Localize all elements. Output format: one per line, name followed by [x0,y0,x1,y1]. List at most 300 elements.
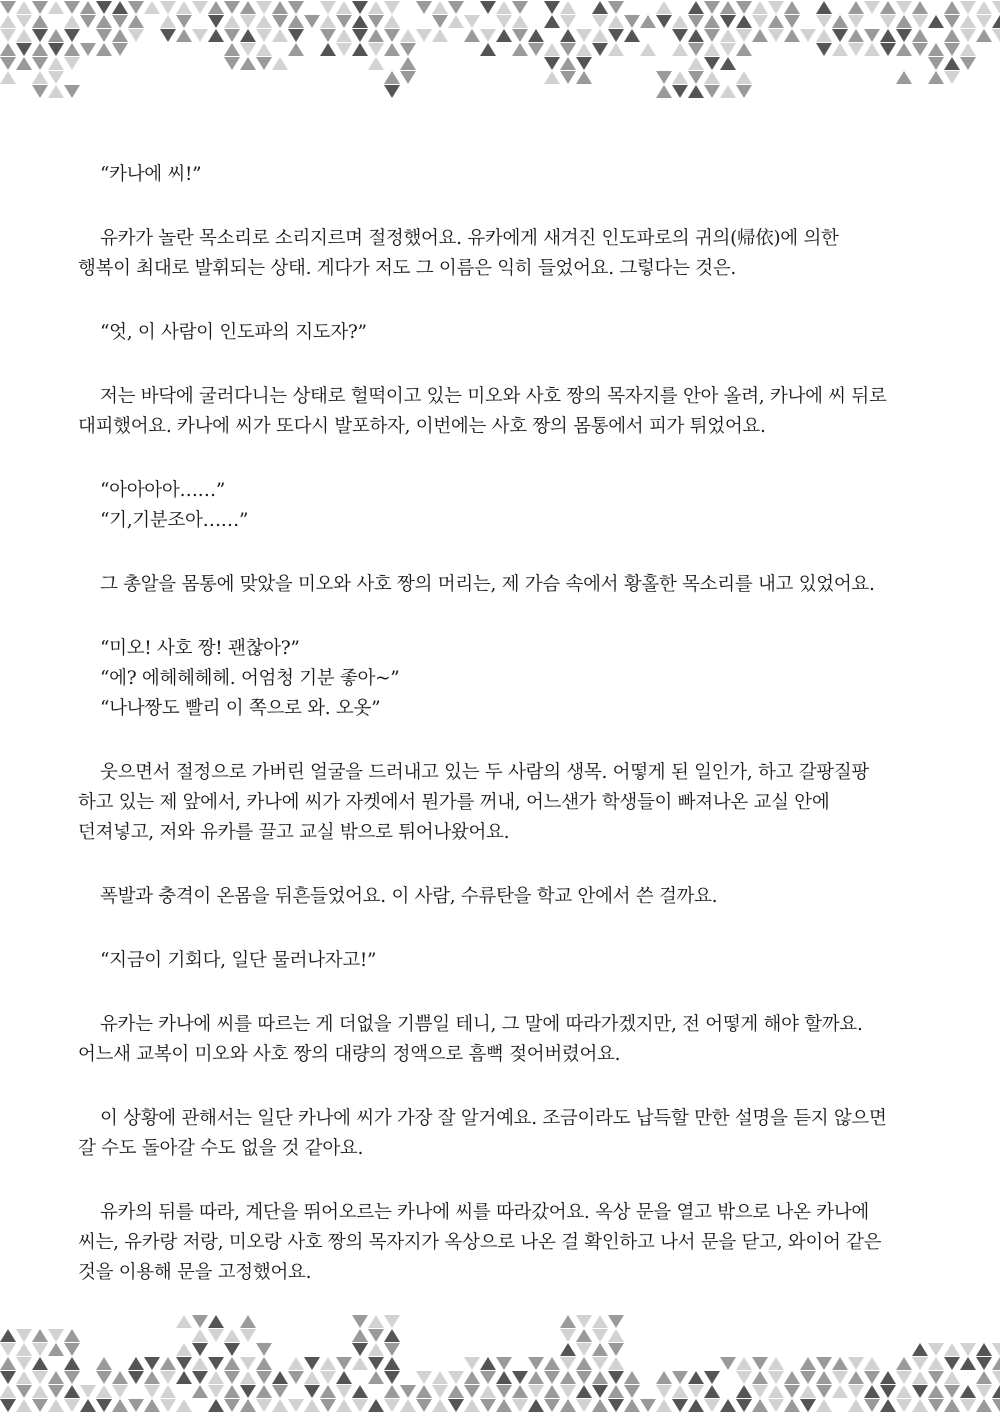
triangle-tile [144,1385,160,1398]
triangle-tile [96,43,112,56]
triangle-tile [576,1315,592,1328]
triangle-tile [512,1385,528,1398]
triangle-tile [352,1,368,14]
triangle-tile [16,1385,32,1398]
triangle-tile [528,1357,544,1370]
triangle-tile [128,1399,144,1412]
triangle-tile [976,1343,992,1356]
triangle-tile [592,43,608,56]
triangle-tile [560,1399,576,1412]
triangle-tile [320,29,336,42]
triangle-tile [768,29,784,42]
triangle-tile [176,1315,192,1328]
triangle-tile [32,1,48,14]
triangle-tile [912,1399,928,1412]
triangle-tile [240,1371,256,1384]
triangle-tile [64,15,80,28]
triangle-tile [656,1399,672,1412]
triangle-tile [864,1357,880,1370]
text-line: “기,기분조아……” [100,510,249,531]
triangle-tile [736,1399,752,1412]
paragraph [78,946,928,976]
triangle-tile [864,1399,880,1412]
triangle-tile [688,1385,704,1398]
triangle-tile [112,1,128,14]
triangle-tile [816,1399,832,1412]
triangle-tile [896,1,912,14]
triangle-tile [784,1385,800,1398]
triangle-tile [816,15,832,28]
triangle-tile [768,1371,784,1384]
triangle-tile [256,1399,272,1412]
triangle-tile [704,15,720,28]
triangle-tile [240,43,256,56]
triangle-tile [160,29,176,42]
triangle-tile [112,43,128,56]
triangle-tile [160,1357,176,1370]
triangle-tile [160,1,176,14]
triangle-tile [0,1385,16,1398]
triangle-tile [80,43,96,56]
triangle-tile [48,1329,64,1342]
triangle-tile [448,15,464,28]
text-line: 던져넣고, 저와 유카를 끌고 교실 밖으로 튀어나왔어요. [78,822,510,843]
triangle-tile [480,1357,496,1370]
triangle-tile [880,1385,896,1398]
triangle-tile [656,1,672,14]
triangle-tile [32,1399,48,1412]
triangle-tile [400,43,416,56]
triangle-tile [64,29,80,42]
triangle-tile [112,1385,128,1398]
triangle-tile [560,1385,576,1398]
triangle-tile [704,1385,720,1398]
triangle-tile [560,71,576,84]
triangle-tile [800,1371,816,1384]
triangle-tile [192,1329,208,1342]
triangle-tile [608,29,624,42]
text-line: 유카가 놀란 목소리로 소리지르며 절정했어요. 유카에게 새겨진 인도파로의 귀의(帰依)에 의한 [100,228,839,249]
triangle-tile [288,1399,304,1412]
triangle-tile [160,1385,176,1398]
triangle-tile [544,71,560,84]
text-line: 대피했어요. 카나에 씨가 또다시 발포하자, 이번에는 사호 짱의 몸통에서 피가 튀었어요. [78,416,766,437]
paragraph [78,1010,928,1070]
triangle-tile [368,1315,384,1328]
triangle-tile [800,1385,816,1398]
triangle-tile [736,1357,752,1370]
triangle-tile [384,85,400,98]
triangle-tile [384,1357,400,1370]
triangle-tile [384,29,400,42]
triangle-tile [384,43,400,56]
triangle-tile [464,1399,480,1412]
triangle-tile [320,43,336,56]
triangle-tile [592,1329,608,1342]
triangle-tile [912,29,928,42]
triangle-tile [944,1371,960,1384]
triangle-tile [176,1,192,14]
triangle-tile [0,1371,16,1384]
triangle-tile [320,1357,336,1370]
triangle-tile [512,1371,528,1384]
triangle-tile [832,1385,848,1398]
triangle-tile [768,15,784,28]
triangle-tile [16,1399,32,1412]
triangle-tile [704,71,720,84]
triangle-tile [608,1,624,14]
triangle-tile [368,1399,384,1412]
triangle-tile [16,1371,32,1384]
triangle-tile [32,1357,48,1370]
triangle-tile [208,15,224,28]
triangle-tile [80,1385,96,1398]
triangle-tile [880,1371,896,1384]
triangle-tile [848,1371,864,1384]
triangle-tile [656,15,672,28]
triangle-tile [384,71,400,84]
triangle-tile [512,1,528,14]
triangle-tile [0,57,16,70]
triangle-tile [672,43,688,56]
triangle-tile [400,1399,416,1412]
triangle-tile [688,29,704,42]
text-line: 저는 바닥에 굴러다니는 상태로 헐떡이고 있는 미오와 사호 짱의 목자지를 안아 올려, 카나에 씨 뒤로 [100,386,887,407]
triangle-tile [848,43,864,56]
triangle-tile [128,1,144,14]
triangle-tile [624,1385,640,1398]
paragraph [78,634,928,724]
triangle-tile [736,85,752,98]
triangle-tile [288,43,304,56]
triangle-tile [848,1357,864,1370]
text-line: “나나짱도 빨리 이 쪽으로 와. 오옷” [100,698,381,719]
triangle-tile [32,85,48,98]
triangle-tile [832,1357,848,1370]
triangle-tile [16,1357,32,1370]
triangle-tile [912,1,928,14]
triangle-tile [256,1343,272,1356]
triangle-tile [0,1357,16,1370]
triangle-tile [704,1,720,14]
triangle-tile [688,57,704,70]
triangle-tile [912,1385,928,1398]
triangle-tile [352,1329,368,1342]
triangle-tile [224,43,240,56]
triangle-tile [848,1,864,14]
triangle-tile [32,29,48,42]
triangle-tile [544,57,560,70]
triangle-tile [672,15,688,28]
triangle-tile [48,57,64,70]
text-line: 이 상황에 관해서는 일단 카나에 씨가 가장 잘 알거예요. 조금이라도 납득할 만한 설명을 듣지 않으면 [100,1108,887,1129]
triangle-tile [544,1399,560,1412]
triangle-tile [384,1371,400,1384]
page-body-text [78,160,928,1322]
triangle-tile [144,1357,160,1370]
triangle-tile [944,15,960,28]
triangle-tile [176,15,192,28]
triangle-tile [320,1399,336,1412]
text-line: “지금이 기회다, 일단 물러나자고!” [100,950,377,971]
triangle-tile [560,1371,576,1384]
triangle-tile [48,43,64,56]
triangle-tile [992,1371,1000,1384]
triangle-tile [640,1399,656,1412]
triangle-tile [608,1399,624,1412]
triangle-tile [80,1,96,14]
triangle-tile [896,15,912,28]
triangle-tile [960,15,976,28]
triangle-tile [880,1399,896,1412]
triangle-tile [736,43,752,56]
triangle-tile [816,43,832,56]
triangle-tile [720,43,736,56]
triangle-tile [752,1399,768,1412]
text-line: 하고 있는 제 앞에서, 카나에 씨가 자켓에서 뭔가를 꺼내, 어느샌가 학생들이 빠져나온 교실 안에 [78,792,830,813]
triangle-tile [240,57,256,70]
triangle-tile [800,1399,816,1412]
triangle-tile [304,15,320,28]
triangle-tile [944,1343,960,1356]
triangle-tile [560,1357,576,1370]
triangle-tile [32,15,48,28]
text-line: “엇, 이 사람이 인도파의 지도자?” [100,322,367,343]
triangle-tile [352,43,368,56]
triangle-tile [176,1357,192,1370]
triangle-tile [720,57,736,70]
triangle-tile [192,1315,208,1328]
triangle-tile [768,1,784,14]
triangle-tile [112,1399,128,1412]
triangle-tile [96,1,112,14]
triangle-tile [752,1385,768,1398]
triangle-tile [240,1399,256,1412]
triangle-tile [928,71,944,84]
triangle-tile [480,29,496,42]
triangle-tile [848,1385,864,1398]
triangle-tile [64,1385,80,1398]
triangle-tile [928,1343,944,1356]
triangle-tile [336,15,352,28]
triangle-tile [64,85,80,98]
triangle-tile [912,1357,928,1370]
text-line: 그 총알을 몸통에 맞았을 미오와 사호 짱의 머리는, 제 가슴 속에서 황홀한 목소리를 내고 있었어요. [100,574,875,595]
triangle-tile [560,1315,576,1328]
triangle-tile [960,43,976,56]
triangle-tile [560,43,576,56]
triangle-tile [384,1385,400,1398]
triangle-tile [752,1357,768,1370]
triangle-tile [944,1385,960,1398]
triangle-tile [912,15,928,28]
triangle-tile [416,1399,432,1412]
triangle-tile [256,29,272,42]
top-triangle-border [0,0,1000,110]
triangle-tile [960,57,976,70]
triangle-tile [256,1371,272,1384]
triangle-tile [592,1343,608,1356]
triangle-tile [16,29,32,42]
triangle-tile [240,1385,256,1398]
triangle-tile [512,43,528,56]
triangle-tile [208,1385,224,1398]
triangle-tile [352,1357,368,1370]
triangle-tile [352,1399,368,1412]
triangle-tile [48,85,64,98]
triangle-tile [96,1357,112,1370]
triangle-tile [96,1385,112,1398]
triangle-tile [768,1357,784,1370]
triangle-tile [896,1385,912,1398]
triangle-tile [448,1371,464,1384]
triangle-tile [704,1399,720,1412]
triangle-tile [816,1,832,14]
triangle-tile [976,1385,992,1398]
triangle-tile [848,15,864,28]
triangle-tile [432,1399,448,1412]
triangle-tile [64,1371,80,1384]
triangle-tile [976,15,992,28]
triangle-tile [736,71,752,84]
triangle-tile [288,1357,304,1370]
triangle-tile [960,1385,976,1398]
triangle-tile [272,1399,288,1412]
triangle-tile [400,71,416,84]
triangle-tile [368,1371,384,1384]
triangle-tile [272,15,288,28]
triangle-tile [992,1357,1000,1370]
triangle-tile [480,1399,496,1412]
triangle-tile [224,57,240,70]
triangle-tile [272,1371,288,1384]
triangle-tile [368,1329,384,1342]
triangle-tile [320,1,336,14]
triangle-tile [336,1385,352,1398]
triangle-tile [624,15,640,28]
triangle-tile [0,43,16,56]
triangle-tile [336,1399,352,1412]
triangle-tile [752,1371,768,1384]
triangle-tile [192,1,208,14]
triangle-tile [144,1,160,14]
triangle-tile [160,1371,176,1384]
triangle-tile [528,29,544,42]
triangle-tile [992,1399,1000,1412]
triangle-tile [576,43,592,56]
triangle-tile [0,1,16,14]
triangle-tile [688,15,704,28]
triangle-tile [912,1343,928,1356]
triangle-tile [512,29,528,42]
triangle-tile [592,1315,608,1328]
triangle-tile [288,29,304,42]
triangle-tile [464,1385,480,1398]
text-line: 폭발과 충격이 온몸을 뒤흔들었어요. 이 사람, 수류탄을 학교 안에서 쓴 걸까요. [100,886,718,907]
triangle-tile [48,29,64,42]
triangle-tile [672,1385,688,1398]
text-line: 어느새 교복이 미오와 사호 짱의 대량의 정액으로 흠뻑 젖어버렸어요. [78,1044,621,1065]
triangle-tile [384,15,400,28]
triangle-tile [0,71,16,84]
triangle-tile [224,1399,240,1412]
triangle-tile [384,1343,400,1356]
triangle-tile [208,1399,224,1412]
triangle-tile [208,1329,224,1342]
triangle-tile [368,29,384,42]
triangle-tile [832,29,848,42]
triangle-tile [192,29,208,42]
triangle-tile [672,29,688,42]
triangle-tile [336,1371,352,1384]
triangle-tile [720,15,736,28]
triangle-tile [448,1,464,14]
triangle-tile [240,1357,256,1370]
triangle-tile [128,1371,144,1384]
triangle-tile [880,29,896,42]
triangle-tile [416,1371,432,1384]
triangle-tile [944,57,960,70]
triangle-tile [928,1371,944,1384]
text-line: “미오! 사호 짱! 괜찮아?” [100,638,300,659]
triangle-tile [16,1,32,14]
triangle-tile [64,1329,80,1342]
triangle-tile [176,1371,192,1384]
triangle-tile [464,1357,480,1370]
triangle-tile [368,1,384,14]
triangle-tile [432,1,448,14]
triangle-tile [224,1371,240,1384]
triangle-tile [464,1371,480,1384]
triangle-tile [816,1371,832,1384]
triangle-tile [592,1399,608,1412]
triangle-tile [688,1371,704,1384]
triangle-tile [896,1371,912,1384]
triangle-tile [192,1385,208,1398]
triangle-tile [784,29,800,42]
triangle-tile [576,1329,592,1342]
triangle-tile [112,29,128,42]
triangle-tile [272,57,288,70]
bottom-triangle-border [0,1302,1000,1412]
triangle-tile [224,15,240,28]
triangle-tile [320,15,336,28]
triangle-tile [736,1,752,14]
triangle-tile [288,15,304,28]
triangle-tile [256,15,272,28]
triangle-tile [304,1399,320,1412]
triangle-tile [688,1,704,14]
triangle-tile [896,71,912,84]
triangle-tile [32,1371,48,1384]
triangle-tile [768,1385,784,1398]
triangle-tile [496,29,512,42]
triangle-tile [576,1343,592,1356]
triangle-tile [208,29,224,42]
triangle-tile [544,1371,560,1384]
triangle-tile [880,1,896,14]
triangle-tile [160,1399,176,1412]
triangle-tile [304,1371,320,1384]
triangle-tile [592,1385,608,1398]
text-line: “카나에 씨!” [100,164,202,185]
triangle-tile [976,1357,992,1370]
triangle-tile [720,29,736,42]
triangle-tile [368,43,384,56]
triangle-tile [832,15,848,28]
triangle-tile [160,15,176,28]
triangle-tile [208,1,224,14]
